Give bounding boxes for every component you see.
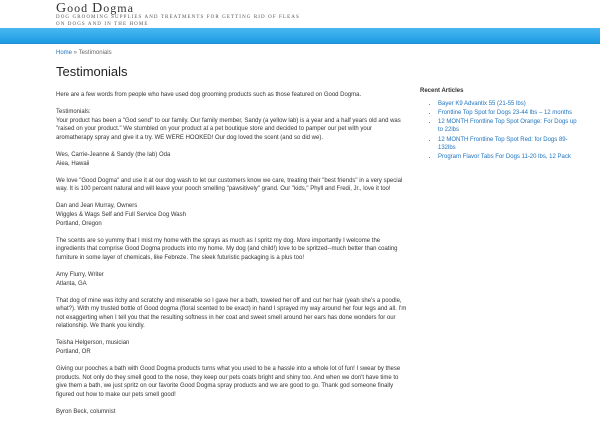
paragraph-line: Your product has been a "God send" to our family. Our family member, Sandy (a yellow lab) is a year and a half years old and was "raised on your product." We stumbled on your product at a pet boutique store and decided to pamper our pet with your aromatherapy spray and give it a try. WE WERE HOOKED! Our dog loved the scent (and so did we). — [56, 117, 401, 141]
paragraph-line: Wiggles & Wags Self and Full Service Dog Wash — [56, 211, 186, 218]
content-paragraph — [56, 408, 408, 417]
content-paragraph — [56, 91, 408, 100]
site-header — [0, 0, 600, 28]
paragraph-line: Byron Beck, columnist — [56, 409, 116, 416]
page-title: Testimonials — [56, 64, 128, 79]
sidebar — [420, 88, 580, 162]
breadcrumb-separator: » — [72, 50, 79, 56]
site-title-initial-1: G — [56, 1, 68, 16]
recent-article-link[interactable]: Bayer K9 Advantix 55 (21-55 lbs) — [438, 101, 526, 107]
content-paragraph — [56, 365, 408, 399]
breadcrumb-home-link[interactable]: Home — [56, 50, 73, 56]
paragraph-line: The scents are so yummy that I mist my home with the sprays as much as I spritz my dog. More importantly I welcome the ingredients that comprise Good Dogma products into my home. My dog (and child!) love to be spritzed--much better than coating furniture in some layer of chemicals, like Febreze. The sleek futuristic packaging is a plus too! — [56, 237, 398, 261]
content-paragraph — [56, 339, 408, 356]
recent-article-item — [438, 118, 580, 134]
site-title-initial-2: D — [92, 1, 104, 16]
recent-article-item — [438, 109, 580, 117]
paragraph-line: Portland, OR — [56, 349, 91, 356]
recent-articles-heading: Recent Articles — [420, 88, 464, 94]
paragraph-line: Wes, Carrie-Jeanne & Sandy (the lab) Oda — [56, 151, 171, 158]
recent-article-link[interactable]: 12 MONTH Frontline Top Spot Orange: For Dogs up to 22lbs — [438, 119, 577, 134]
content-paragraph — [56, 202, 408, 228]
recent-article-item — [438, 153, 580, 161]
paragraph-line: That dog of mine was itchy and scratchy and miserable so I gave her a bath, toweled her off and cut her hair (yeah she's a poodle, what?). With my trusted bottle of Good dogma (floral scented to be exact) in hand I sprayed my way around her four legs and all. I'm not exaggerting when I tell you that the resulting softness in her coat and sweet smell around her ears has done wonders for our relationship. We thank you kindly. — [56, 297, 407, 330]
testimonials-content — [56, 91, 408, 425]
recent-article-link[interactable]: 12 MONTH Frontline Top Spot Red: for Dogs 89-132lbs — [438, 136, 568, 151]
paragraph-line: We love "Good Dogma" and use it at our dog wash to let our customers know we care, treating their "best friends" in a very special way. It is 100 percent natural and will leave your pooch smelling "pawsitively" grand. Our "kids," Phyll and Fredi, Jr., love it too! — [56, 177, 403, 193]
recent-articles-list — [420, 100, 580, 161]
paragraph-line: Giving our pooches a bath with Good Dogma products turns what you used to be a hassle into a whole lot of fun! I swear by these products. Not only do they smell good to the nose, they keep our pets coats bright and shiny too. And when we don't have time to give them a bath, we just spritz on our favorite Good Dogma spray products and we are good to go. Thank god someone finally figured out how to make our pets smell good! — [56, 366, 401, 398]
recent-article-item — [438, 100, 580, 108]
paragraph-line: Testimonials: — [56, 109, 91, 116]
paragraph-line: Atlanta, GA — [56, 280, 87, 287]
content-paragraph — [56, 271, 408, 288]
recent-article-link[interactable]: Frontline Top Spot for Dogs 23-44 lbs – 12 months — [438, 110, 572, 117]
navigation-bar — [0, 28, 600, 44]
content-paragraph — [56, 151, 408, 168]
recent-article-link[interactable]: Program Flavor Tabs For Dogs 11-20 lbs, 12 Pack — [438, 153, 571, 160]
recent-article-item — [438, 136, 580, 152]
paragraph-line: Teisha Helgerson, musician — [56, 340, 130, 347]
paragraph-line: Amy Flurry, Writer — [56, 271, 104, 278]
breadcrumb — [56, 50, 112, 56]
site-tagline: DOG GROOMING SUPPLIES AND TREATMENTS FOR GETTING RID OF FLEAS ON DOGS AND IN THE HOME — [56, 15, 300, 27]
paragraph-line: Dan and Jean Murray, Owners — [56, 203, 138, 210]
content-paragraph — [56, 177, 408, 194]
paragraph-line: Here are a few words from people who have used dog grooming products such as those featured on Good Dogma. — [56, 92, 362, 98]
breadcrumb-current: Testimonials — [78, 50, 112, 56]
site-title-rest-2: ogma — [103, 1, 134, 15]
content-paragraph — [56, 297, 408, 331]
content-paragraph — [56, 237, 408, 263]
site-title-rest-1: ood — [67, 1, 89, 15]
content-paragraph — [56, 108, 408, 142]
paragraph-line: Portland, Oregon — [56, 220, 102, 227]
paragraph-line: Aiea, Hawaii — [56, 160, 90, 167]
